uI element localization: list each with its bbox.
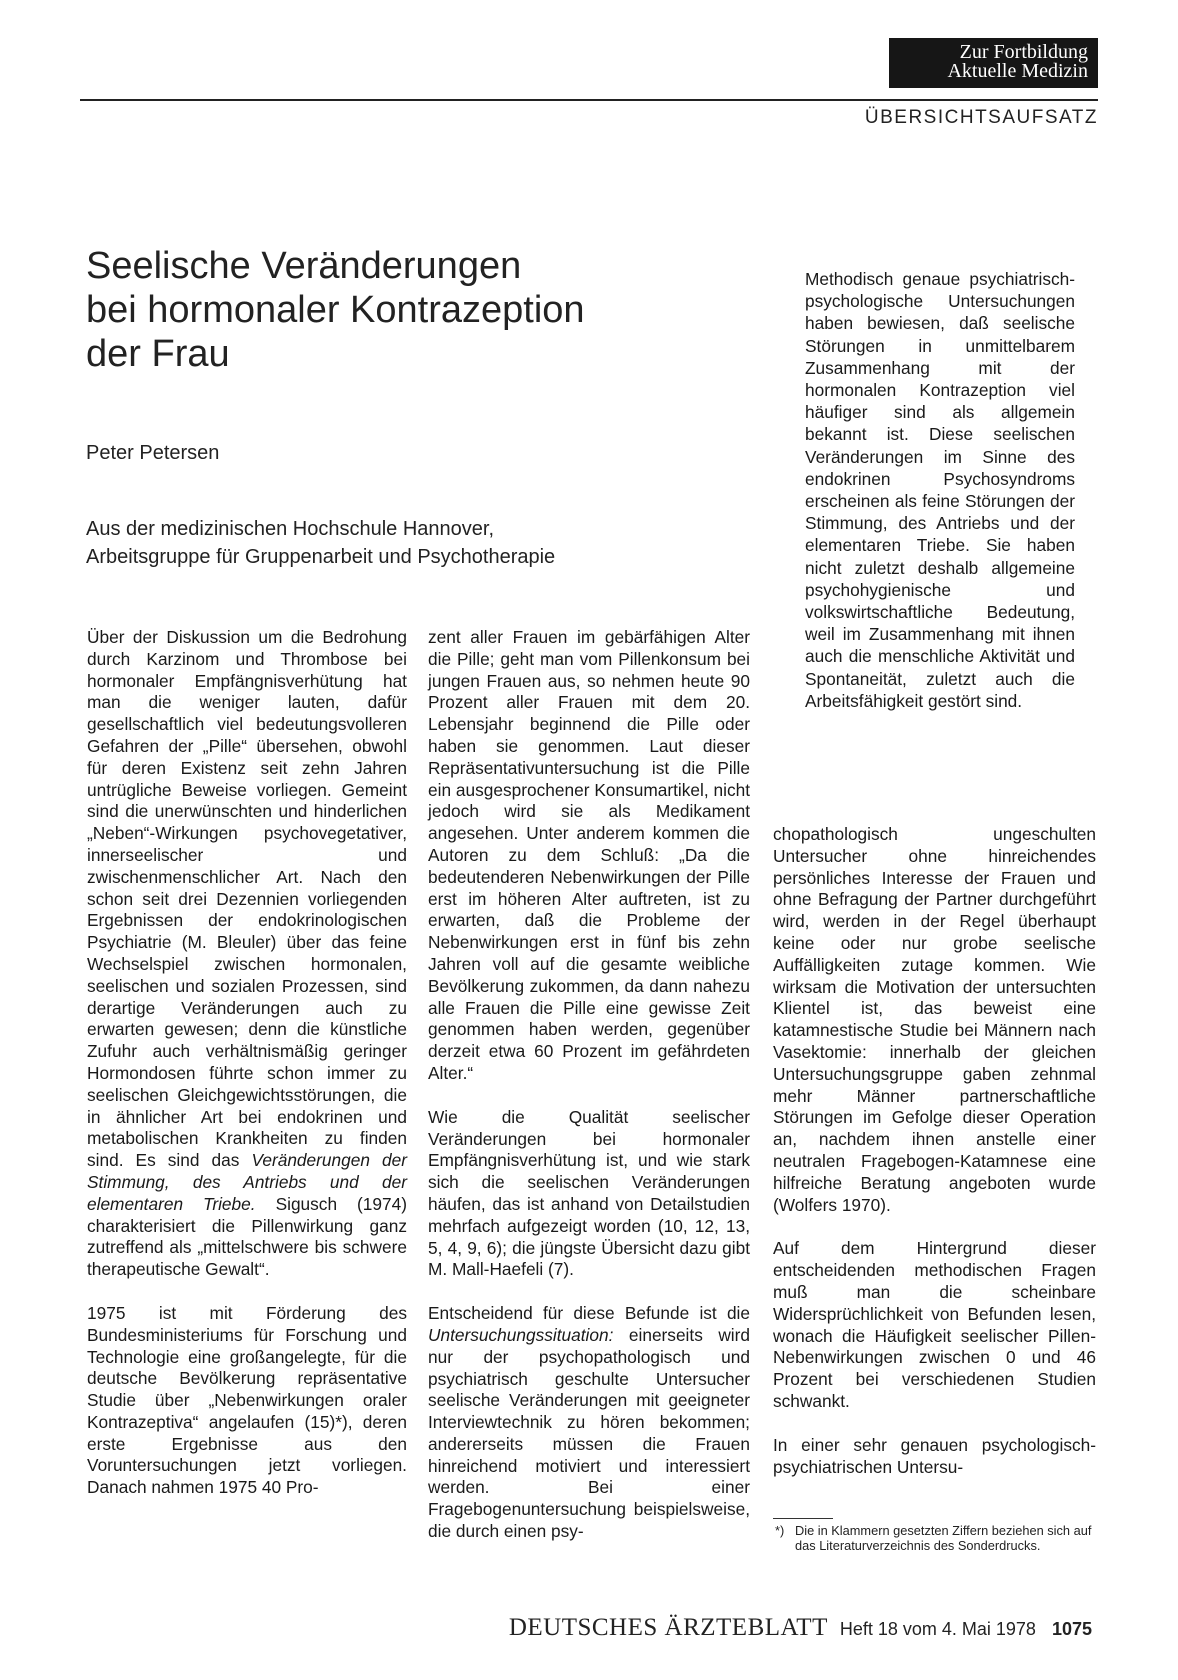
body-column-3: [773, 824, 1096, 1478]
section-label: ÜBERSICHTSAUFSATZ: [864, 107, 1098, 128]
col1-p1-emphasis: Veränderungen der Stimmung, des Antriebs und der elementaren Triebe.: [87, 1150, 407, 1214]
col2-paragraph-1: zent aller Frauen im gebärfähigen Alter die Pille; geht man vom Pillenkonsum bei jungen Frauen aus, so nehmen heute 90 Prozent aller Frauen mit dem 20. Lebensjahr beginnend die Pille oder haben sie genommen. Laut dieser Repräsentativuntersuchung ist die Pille ein ausgesprochener Konsumartikel, nicht jedoch wird sie als Medikament angesehen. Unter anderem kommen die Autoren zu dem Schluß: „Da die bedeutenderen Nebenwirkungen der Pille erst im höheren Alter auftreten, ist zu erwarten, daß die Probleme der Nebenwirkungen erst in fünf bis zehn Jahren voll auf die gesamte weibliche Bevölkerung zukommen, da dann nahezu alle Frauen die Pille eine gewisse Zeit genommen haben werden, gegenüber derzeit etwa 60 Prozent im gefährdeten Alter.“: [428, 627, 750, 1083]
author-name: Peter Petersen: [86, 442, 220, 464]
footnote-text: Die in Klammern gesetzten Ziffern beziehen sich auf das Literaturverzeichnis des Sonderdrucks.: [795, 1523, 1092, 1553]
col2-paragraph-3: [428, 1303, 750, 1543]
affiliation-line-2: Arbeitsgruppe für Gruppenarbeit und Psychotherapie: [86, 546, 556, 568]
badge-line-1: Zur Fortbildung: [959, 41, 1088, 63]
body-column-2: [428, 627, 750, 1543]
page-number: 1075: [1051, 1619, 1092, 1639]
affiliation-line-1: Aus der medizinischen Hochschule Hannover,: [86, 518, 494, 540]
col2-p3-emphasis: Untersuchungssituation:: [428, 1324, 614, 1345]
col1-p1-text-a: Über der Diskussion um die Bedrohung durch Karzinom und Thrombose bei hormonaler Empfängnisverhütung hat man die weniger lauten, dafür gesellschaftlich viel bedeutungsvolleren Gefahren der „Pille“ übersehen, obwohl für deren Existenz seit zehn Jahren untrügliche Beweise vorliegen. Gemeint sind die unerwünschten und hinderlichen „Neben“-Wirkungen psychovegetativer, innerseelischer und zwischenmenschlicher Art. Nach den schon seit drei Dezennien vorliegenden Ergebnissen der endokrinologischen Psychiatrie (M. Bleuler) über das feine Wechselspiel zwischen hormonalen, seelischen und sozialen Prozessen, sind derartige Veränderungen auch zu erwarten gewesen; denn die künstliche Zufuhr auch verhältnismäßig geringer Hormondosen führte schon immer zu seelischen Gleichgewichtsstörungen, die in ähnlicher Art bei endokrinen und metabolischen Krankheiten zu finden sind. Es sind das: [87, 627, 407, 1171]
col1-paragraph-2: 1975 ist mit Förderung des Bundesministeriums für Forschung und Technologie eine großangelegte, für die deutsche Bevölkerung repräsentative Studie über „Nebenwirkungen oraler Kontrazeptiva“ angelaufen (15)*), deren erste Ergebnisse aus den Voruntersuchungen jetzt vorliegen. Danach nahmen 1975 40 Pro-: [87, 1302, 407, 1498]
abstract: Methodisch genaue psychiatrisch-psychologische Untersuchungen haben bewiesen, daß seelische Störungen in unmittelbarem Zusammenhang mit der hormonalen Kontrazeption viel häufiger sind als allgemein bekannt ist. Diese seelischen Veränderungen im Sinne des endokrinen Psychosyndroms erscheinen als feine Störungen der Stimmung, des Antriebs und der elementaren Triebe. Sie haben nicht zuletzt deshalb allgemeine psychohygienische und volkswirtschaftliche Bedeutung, weil im Zusammenhang mit ihnen auch die menschliche Aktivität und Spontaneität, zuletzt auch die Arbeitsfähigkeit gestört sind.: [805, 269, 1075, 711]
col1-paragraph-1: [87, 627, 407, 1281]
col2-p3-text-a: Entscheidend für diese Befunde ist die: [428, 1303, 750, 1324]
badge-line-2: Aktuelle Medizin: [947, 60, 1088, 82]
footnote-mark: *): [775, 1523, 785, 1538]
footnote-rule: [773, 1518, 833, 1519]
title-line-1: Seelische Veränderungen: [86, 245, 522, 287]
footnote: [775, 1523, 1096, 1553]
page-footer: [509, 1614, 1092, 1642]
body-column-1: [87, 627, 407, 1499]
issue-info: Heft 18 vom 4. Mai 1978: [839, 1619, 1036, 1639]
col3-paragraph-2: Auf dem Hintergrund dieser entscheidenden methodischen Fragen muß man die scheinbare Widersprüchlichkeit von Befunden lesen, wonach die Häufigkeit seelischer Pillen-Nebenwirkungen zwischen 0 und 46 Prozent bei verschiedenen Studien schwankt.: [773, 1238, 1096, 1411]
title-line-2: bei hormonaler Kontrazeption: [86, 289, 585, 331]
journal-name: DEUTSCHES ÄRZTEBLATT: [508, 1614, 828, 1641]
col2-p3-text-b: einerseits wird nur der psychopathologisch und psychiatrisch geschulte Untersucher seelische Veränderungen mit geeigneter Interviewtechnik zu hören bekommen; andererseits müssen die Frauen hinreichend motiviert und interessiert werden. Bei einer Fragebogenuntersuchung beispielsweise, die durch einen psy-: [428, 1324, 750, 1542]
article-title: [86, 244, 706, 376]
col2-paragraph-2: Wie die Qualität seelischer Veränderungen bei hormonaler Empfängnisverhütung ist, und wie stark sich die seelischen Veränderungen häufen, das ist anhand von Detailstudien mehrfach aufgezeigt worden (10, 12, 13, 5, 4, 9, 6); die jüngste Übersicht dazu gibt M. Mall-Haefeli (7).: [428, 1106, 750, 1280]
header-rule: [80, 99, 1098, 101]
col3-paragraph-3: In einer sehr genauen psychologisch-psychiatrischen Untersu-: [773, 1434, 1096, 1477]
col1-p1-text-b: Sigusch (1974) charakterisiert die Pillenwirkung ganz zutreffend als „mittelschwere bis schwere therapeutische Gewalt“.: [87, 1193, 407, 1280]
title-line-3: der Frau: [86, 333, 230, 375]
category-badge: [889, 38, 1098, 88]
affiliation: [86, 515, 555, 571]
col3-paragraph-1: chopathologisch ungeschulten Untersucher ohne hinreichendes persönliches Interesse der Frauen und ohne Befragung der Partner durchgeführt wird, werden in der Regel überhaupt keine oder nur grobe seelische Auffälligkeiten zutage kommen. Wie wirksam die Motivation der untersuchten Klientel ist, das beweist eine katamnestische Studie bei Männern nach Vasektomie: innerhalb der gleichen Untersuchungsgruppe gaben zehnmal mehr Männer partnerschaftliche Störungen im Gefolge dieser Operation an, nachdem ihnen anstelle einer neutralen Fragebogen-Katamnese eine hilfreiche Beratung angeboten wurde (Wolfers 1970).: [773, 824, 1096, 1215]
